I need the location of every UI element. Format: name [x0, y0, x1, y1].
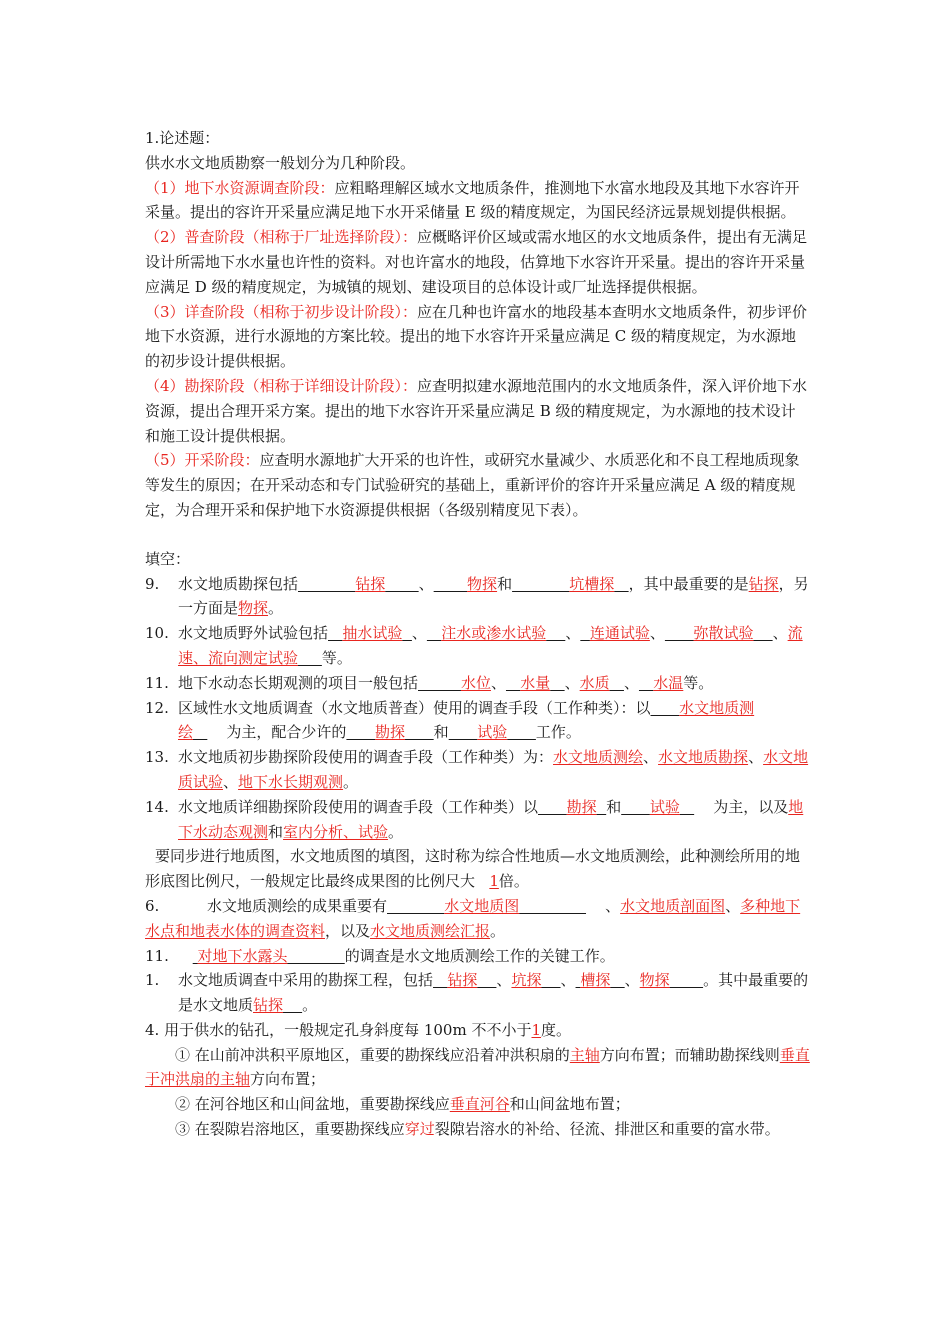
question-text: 工作。 [535, 723, 581, 742]
stage-4-text: 应查明拟建水源地范围内的水文地质条件，深入评价地下水资源，提出合理开采方案。提出的地下水容许开采量应满足 B 级的精度规定，为水源地的技术设计和施工设计提供根据。 [145, 376, 808, 445]
blank [418, 674, 461, 692]
question-text: 、 [748, 748, 764, 767]
answer-blank: 水文地质剖面图 [620, 896, 726, 915]
question-text: 和山间盆地布置； [509, 1095, 630, 1114]
blank [639, 674, 653, 692]
question-text: 和 [606, 797, 622, 816]
answer-blank: 物探 [238, 599, 269, 618]
essay-heading: 1.论述题： [145, 129, 220, 147]
question-text: 。 [388, 822, 404, 841]
blank [597, 798, 607, 816]
answer-blank: 连通试验 [589, 624, 650, 643]
blank [541, 971, 560, 989]
question-text: 等。 [321, 648, 352, 667]
question-text: 、 [623, 673, 639, 692]
question-text: 。 [268, 599, 284, 618]
answer-blank: 钻探 [253, 996, 284, 1015]
question-text: ，其中最重要的是 [628, 574, 749, 593]
fill-item-1 [145, 968, 810, 1018]
answer-blank: 试验 [477, 723, 508, 742]
answer-blank: 室内分析、试验 [283, 822, 389, 841]
answer-blank: 水量 [520, 673, 551, 692]
blank [298, 649, 322, 667]
stage-4 [145, 374, 810, 448]
item-number: 1. [145, 971, 160, 990]
answer-blank: 钻探 [748, 574, 779, 593]
blank [546, 624, 565, 642]
spacer [145, 523, 810, 547]
answer-blank: 勘探 [566, 797, 597, 816]
answer-blank: 钻探 [355, 574, 386, 593]
answer-blank: 水质 [579, 673, 610, 692]
blank [651, 699, 680, 717]
document-body [145, 126, 810, 1142]
blank [680, 798, 694, 816]
question-text: 和 [268, 822, 284, 841]
blank [405, 723, 434, 741]
blank [283, 996, 302, 1014]
answer-blank: 抽水试验 [342, 624, 403, 643]
blank [507, 723, 536, 741]
item-number: 9. [145, 574, 160, 593]
item-number: 11. [145, 946, 169, 965]
question-text: ，另一方面是 [178, 574, 809, 618]
stage-3-label: （3）详查阶段（相称于初步设计阶段）： [145, 302, 418, 321]
blank [346, 723, 375, 741]
blank [610, 971, 624, 989]
question-text: 为主，以及 [713, 797, 789, 816]
blank [519, 897, 586, 915]
blank [550, 674, 564, 692]
stage-1 [145, 176, 810, 226]
question-text: 、 [649, 624, 665, 643]
answer-blank: 物探 [467, 574, 498, 593]
question-text: 。其中最重要的是水文地质 [178, 971, 809, 1015]
answer-blank: 1 [489, 872, 499, 891]
item-number: 10. [145, 624, 169, 643]
answer-blank: 水文地质试验 [178, 748, 809, 791]
blank [427, 624, 441, 642]
fill-item-6 [145, 894, 810, 944]
stage-5 [145, 448, 810, 522]
stage-2 [145, 225, 810, 299]
answer-blank: 水文地质测绘 [553, 748, 644, 767]
question-text: 、 [560, 971, 576, 990]
answer-blank: 注水或渗水试验 [441, 624, 547, 643]
question-text: 水文地质详细勘探阶段使用的调查手段（工作种类）以 [178, 797, 539, 816]
item-number: 11. [145, 673, 169, 692]
question-text: ，以及 [325, 921, 371, 940]
answer-blank: 槽探 [580, 971, 611, 990]
question-text: 、 [418, 574, 434, 593]
question-text: 水文地质测绘的成果重要有 [207, 896, 388, 915]
question-text: 等。 [683, 673, 714, 692]
answer-blank: 多种地下水点和地表水体的调查资料 [145, 896, 801, 940]
question-text: 、 [605, 896, 621, 915]
question-text: 、 [223, 772, 239, 791]
question-text: ① 在山前冲洪积平原地区，重要的勘探线应沿着冲洪积扇的 [175, 1045, 570, 1064]
blank [193, 723, 207, 741]
question-text: 度。 [541, 1020, 572, 1039]
blank [434, 575, 467, 593]
question-text: 地下水动态长期观测的项目一般包括 [178, 673, 419, 692]
fill-item-9 [145, 572, 810, 622]
fill-item-11b [145, 944, 810, 969]
answer-blank: 钻探 [447, 971, 478, 990]
blank [385, 575, 418, 593]
fill-item-13 [145, 745, 810, 795]
answer-blank: 对地下水露头 [197, 946, 288, 965]
answer-blank: 1 [531, 1020, 542, 1039]
blank [614, 575, 628, 593]
question-text: 水文地质勘探包括 [178, 574, 299, 593]
blank [610, 674, 624, 692]
stage-3-text: 应在几种也许富水的地段基本查明水文地质条件，初步评价地下水资源，进行水源地的方案比较。提出的地下水容许开采量应满足 C 级的精度规定，为水源地的初步设计提供根据。 [145, 302, 808, 371]
blank [670, 971, 703, 989]
question-text: ② 在河谷地区和山间盆地，重要勘探线应 [175, 1095, 450, 1114]
answer-blank: 流速、流向测定试验 [178, 624, 803, 667]
question-text: 水文地质初步勘探阶段使用的调查手段（工作种类）为： [178, 748, 554, 767]
fill-item-10 [145, 621, 810, 671]
question-text: 要同步进行地质图，水文地质图的填图，这时称为综合性地质—水文地质测绘，此种测绘所用的地形底图比例尺，一般规定比最终成果图的比例尺大 [145, 847, 801, 891]
fill-item-11 [145, 671, 810, 696]
blank [328, 624, 342, 642]
question-text: 。 [490, 921, 506, 940]
question-text: 为主，配合少许的 [226, 723, 347, 742]
blank [506, 674, 520, 692]
fill-item-4-case-2 [145, 1092, 810, 1117]
question-text: 倍。 [498, 872, 529, 891]
answer-blank: 弥散试验 [693, 624, 754, 643]
question-text: 、 [624, 971, 640, 990]
answer-blank: 垂直河谷 [449, 1095, 510, 1114]
question-text: 、 [411, 624, 427, 643]
blank [433, 971, 447, 989]
answer-blank: 主轴 [569, 1045, 600, 1064]
fill-item-14 [145, 795, 810, 845]
question-text: 、 [565, 624, 581, 643]
question-text: 。 [343, 772, 359, 791]
answer-blank: 水文地质测绘汇报 [370, 921, 491, 940]
fill-item-12 [145, 696, 810, 746]
answer-blank: 水位 [460, 673, 491, 692]
question-text: 区域性水文地质调查（水文地质普查）使用的调查手段（工作种类）：以 [178, 698, 651, 717]
answer-blank: 水文地质勘探 [658, 748, 749, 767]
blank [402, 624, 412, 642]
stage-1-label: （1）地下水资源调查阶段： [145, 178, 335, 197]
question-text: 方向布置；而辅助勘探线则 [599, 1045, 780, 1064]
answer-blank: 地下水动态观测 [178, 797, 804, 841]
answer-blank: 垂直于冲洪扇的主轴 [145, 1045, 810, 1089]
blank [288, 947, 345, 965]
item-number: 6. [145, 896, 160, 915]
blank [298, 575, 355, 593]
blank [538, 798, 567, 816]
answer-blank: 水温 [653, 673, 684, 692]
question-text: 、 [772, 624, 788, 643]
fill-item-4-case-3 [145, 1117, 810, 1142]
answer-blank: 物探 [639, 971, 670, 990]
fill-paragraph-scale [145, 844, 810, 894]
answer-blank: 水文地质图 [444, 896, 520, 915]
answer-blank: 水文地质测绘 [178, 698, 755, 742]
stage-2-text: 应概略评价区域或需水地区的水文地质条件，提出有无满足设计所需地下水水量也许性的资料。对也许富水的地段，估算地下水容许开采量。提出的容许开采量应满足 D 级的精度规定，为城镇的规划、建设项目的总体设计或厂址选择提供根据。 [145, 228, 808, 296]
blank [754, 624, 773, 642]
answer-blank: 坑槽探 [569, 574, 615, 593]
item-number: 14. [145, 797, 169, 816]
item-number: 13. [145, 748, 169, 767]
question-text: 水文地质调查中采用的勘探工程，包括 [178, 971, 434, 990]
question-text: ③ 在裂隙岩溶地区，重要勘探线应 [175, 1120, 405, 1139]
answer-blank: 地下水长期观测 [238, 772, 344, 791]
answer-blank: 勘探 [375, 723, 406, 742]
answer-text: 穿过 [404, 1120, 435, 1139]
blank [580, 624, 590, 642]
question-text: 、 [643, 748, 659, 767]
stage-3 [145, 300, 810, 374]
stage-5-text: 应查明水源地扩大开采的也许性，或研究水量减少、水质恶化和不良工程地质现象等发生的原因；在开采动态和专门试验研究的基础上，重新评价的容许开采量应满足 A 级的精度规定，为合理开采和保护地下水资源提供根据（各级别精度见下表）。 [145, 451, 800, 519]
item-number: 12. [145, 698, 169, 717]
question-text: 裂隙岩溶水的补给、径流、排泄区和重要的富水带。 [434, 1120, 780, 1139]
stage-4-label: （4）勘探阶段（相称于详细设计阶段）： [145, 376, 418, 395]
blank [477, 971, 496, 989]
answer-blank: 坑探 [511, 971, 542, 990]
question-text: 、 [564, 673, 580, 692]
blank [387, 897, 444, 915]
blank [621, 798, 650, 816]
stage-1-text: 应粗略理解区域水文地质条件，推测地下水富水地段及其地下水容许开采量。提出的容许开采量应满足地下水开采储量 E 级的精度规定，为国民经济远景规划提供根据。 [145, 178, 800, 222]
question-text: 、 [725, 896, 741, 915]
fill-item-4-case-1 [145, 1043, 810, 1093]
question-text: 、 [496, 971, 512, 990]
question-text: 和 [497, 574, 513, 593]
question-text: 、 [490, 673, 506, 692]
fill-heading: 填空： [145, 549, 191, 568]
question-text: 4. 用于供水的钻孔，一般规定孔身斜度每 100m 不不小于 [145, 1020, 532, 1039]
question-text: 的调查是水文地质测绘工作的关键工作。 [344, 946, 615, 965]
answer-blank: 试验 [649, 797, 680, 816]
question-text: 。 [302, 996, 318, 1015]
blank [449, 723, 478, 741]
question-text: 方向布置； [250, 1070, 326, 1089]
question-text: 和 [433, 723, 449, 742]
stage-2-label: （2）普查阶段（相称于厂址选择阶段）： [145, 228, 418, 247]
question-text: 水文地质野外试验包括 [178, 624, 329, 643]
blank [512, 575, 569, 593]
essay-question: 供水水文地质勘察一般划分为几种阶段。 [145, 153, 416, 172]
stage-5-label: （5）开采阶段： [145, 451, 260, 470]
blank [665, 624, 694, 642]
fill-item-4 [145, 1018, 810, 1043]
